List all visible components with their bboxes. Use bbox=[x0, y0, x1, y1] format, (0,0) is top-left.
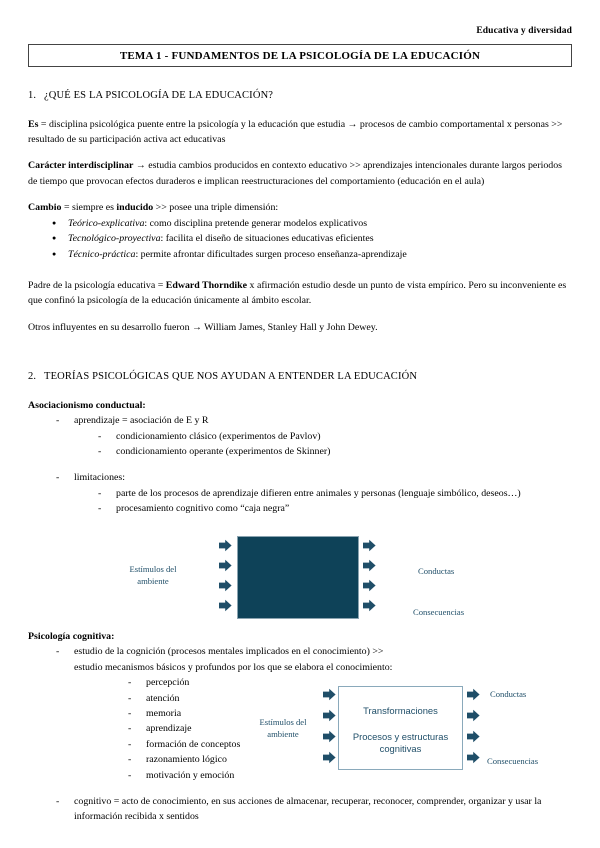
list-item bbox=[28, 247, 572, 262]
arrow-right-icon bbox=[363, 559, 376, 572]
diagram1-right-label-bottom: Consecuencias bbox=[413, 607, 465, 617]
asociacionismo-sublist-1 bbox=[28, 429, 572, 460]
list-item bbox=[28, 216, 572, 231]
list-item: - condicionamiento operante (experimentos de Skinner) bbox=[28, 444, 572, 459]
diagram2-right-label-bottom: Consecuencias bbox=[487, 756, 539, 766]
limitaciones-sublist bbox=[28, 486, 572, 517]
diagram2-right-label-top: Conductas bbox=[490, 689, 527, 699]
paragraph-otros-influyentes: Otros influyentes en su desarrollo fueron → William James, Stanley Hall y John Dewey. bbox=[28, 321, 378, 333]
cambio-end: >> posee una triple dimensión: bbox=[153, 201, 279, 213]
list-item: - cognitivo = acto de conocimiento, en sus acciones de almacenar, recuperar, reconocer, comprender, organizar y usar la información recibida x sentidos bbox=[28, 794, 572, 825]
dimension-text: : permite afrontar dificultades surgen proceso enseñanza-aprendizaje bbox=[135, 248, 407, 260]
dimension-term: Teórico-explicativa bbox=[68, 218, 145, 230]
arrow-right-icon bbox=[219, 559, 232, 572]
section-number-2: 2. bbox=[28, 370, 37, 382]
arrow-right-icon bbox=[219, 539, 232, 552]
list-item bbox=[28, 644, 404, 675]
dimension-term: Técnico-práctica bbox=[68, 248, 136, 260]
diagram1-left-label-line1: Estímulos del bbox=[129, 564, 177, 574]
document-title-box bbox=[28, 44, 572, 67]
diagram1-left-label bbox=[113, 563, 193, 587]
list-item: - percepción bbox=[28, 675, 572, 690]
list-item: - condicionamiento clásico (experimentos de Pavlov) bbox=[28, 429, 572, 444]
diagram2-box-text-line2: Procesos y estructuras bbox=[352, 731, 449, 742]
section-title-2: TEORÍAS PSICOLÓGICAS QUE NOS AYUDAN A ENTENDER LA EDUCACIÓN bbox=[44, 370, 418, 382]
arrow-right-icon bbox=[219, 579, 232, 592]
diagram1-right-label-top: Conductas bbox=[418, 566, 455, 576]
dimensions-list bbox=[28, 216, 572, 262]
arrow-right-icon bbox=[363, 579, 376, 592]
thorndike-rest: x afirmación estudio desde un punto de vista empírico. Pero su inconveniente es que confinó la psicología de la educación únicamente al ámbito escolar. bbox=[28, 280, 567, 307]
cambio-mid: = siempre es bbox=[61, 201, 117, 213]
list-item: - procesamiento cognitivo como “caja negra” bbox=[28, 501, 572, 516]
cognitiva-sublist bbox=[28, 675, 572, 783]
cognitiva-item-text: estudio de la cognición (procesos mentales implicados en el conocimiento) >> estudio mecanismos básicos y profundos por los que se elabora el conocimiento: bbox=[74, 646, 393, 673]
term-thorndike: Edward Thorndike bbox=[165, 280, 248, 292]
asociacionismo-list bbox=[28, 413, 572, 428]
list-item: - limitaciones: bbox=[28, 470, 572, 485]
list-item bbox=[28, 231, 572, 246]
dimension-text: : facilita el diseño de situaciones educativas eficientes bbox=[160, 233, 374, 245]
document-body bbox=[28, 80, 572, 517]
section-number-1: 1. bbox=[28, 90, 37, 101]
list-item: - formación de conceptos bbox=[28, 737, 572, 752]
subheading-asociacionismo: Asociacionismo conductual: bbox=[28, 399, 146, 411]
diagram2-box-text-line1: Transformaciones bbox=[363, 705, 438, 716]
list-item: - motivación y emoción bbox=[28, 768, 572, 783]
paragraph-definition-text: = disciplina psicológica puente entre la psicología y la educación que estudia → procesos de cambio comportamental x personas >> resultado de su participación activa act educativas bbox=[28, 119, 563, 146]
paragraph-thorndike bbox=[28, 278, 572, 308]
paragraph-definition bbox=[28, 117, 572, 147]
list-item: - memoria bbox=[28, 706, 572, 721]
diagram2-left-label-line1: Estímulos del bbox=[259, 717, 307, 727]
diagram2-left-label-line2: ambiente bbox=[267, 729, 299, 739]
section-heading-1 bbox=[28, 90, 572, 101]
thorndike-start: Padre de la psicología educativa = bbox=[28, 280, 166, 292]
list-item: - atención bbox=[28, 691, 572, 706]
list-item: - aprendizaje bbox=[28, 721, 572, 736]
subheading-psicologia-cognitiva: Psicología cognitiva: bbox=[28, 631, 115, 642]
page-header-right: Educativa y diversidad bbox=[476, 26, 572, 36]
term-es: Es bbox=[28, 119, 39, 130]
section-title-1: ¿QUÉ ES LA PSICOLOGÍA DE LA EDUCACIÓN? bbox=[44, 90, 274, 101]
diagram1-left-label-line2: ambiente bbox=[137, 576, 169, 586]
term-cambio: Cambio bbox=[28, 201, 62, 213]
dimension-text: : como disciplina pretende generar modelos explicativos bbox=[144, 218, 368, 230]
arrow-right-icon bbox=[363, 539, 376, 552]
arrow-right-icon bbox=[363, 599, 376, 612]
limitaciones-list bbox=[28, 470, 572, 485]
paragraph-cambio bbox=[28, 200, 572, 215]
document-body-lower bbox=[28, 629, 572, 825]
page-title: TEMA 1 - FUNDAMENTOS DE LA PSICOLOGÍA DE LA EDUCACIÓN bbox=[119, 49, 481, 62]
list-item: - razonamiento lógico bbox=[28, 752, 572, 767]
paragraph-interdisciplinar bbox=[28, 158, 572, 188]
term-inducido: inducido bbox=[116, 201, 154, 213]
diagram1-black-box bbox=[237, 536, 359, 619]
section-heading-2 bbox=[28, 371, 572, 382]
dimension-term: Tecnológico-proyectiva bbox=[68, 233, 161, 245]
term-caracter-interdisciplinar: Carácter interdisciplinar bbox=[28, 160, 134, 172]
list-item: - aprendizaje = asociación de E y R bbox=[28, 413, 572, 428]
arrow-right-icon bbox=[219, 599, 232, 612]
cognitivo-definition-list bbox=[28, 794, 572, 825]
cognitiva-list bbox=[28, 644, 572, 675]
paragraph-interdisciplinar-text: → estudia cambios producidos en contexto educativo >> aprendizajes intencionales durante largos periodos de tiempo que provocan efectos duraderos e implican reestructuraciones del comportamiento (educación en el aula) bbox=[28, 160, 563, 187]
list-item: - parte de los procesos de aprendizaje difieren entre animales y personas (lenguaje simbólico, deseos…) bbox=[28, 486, 572, 501]
diagram2-box-text-line3: cognitivas bbox=[379, 743, 422, 754]
